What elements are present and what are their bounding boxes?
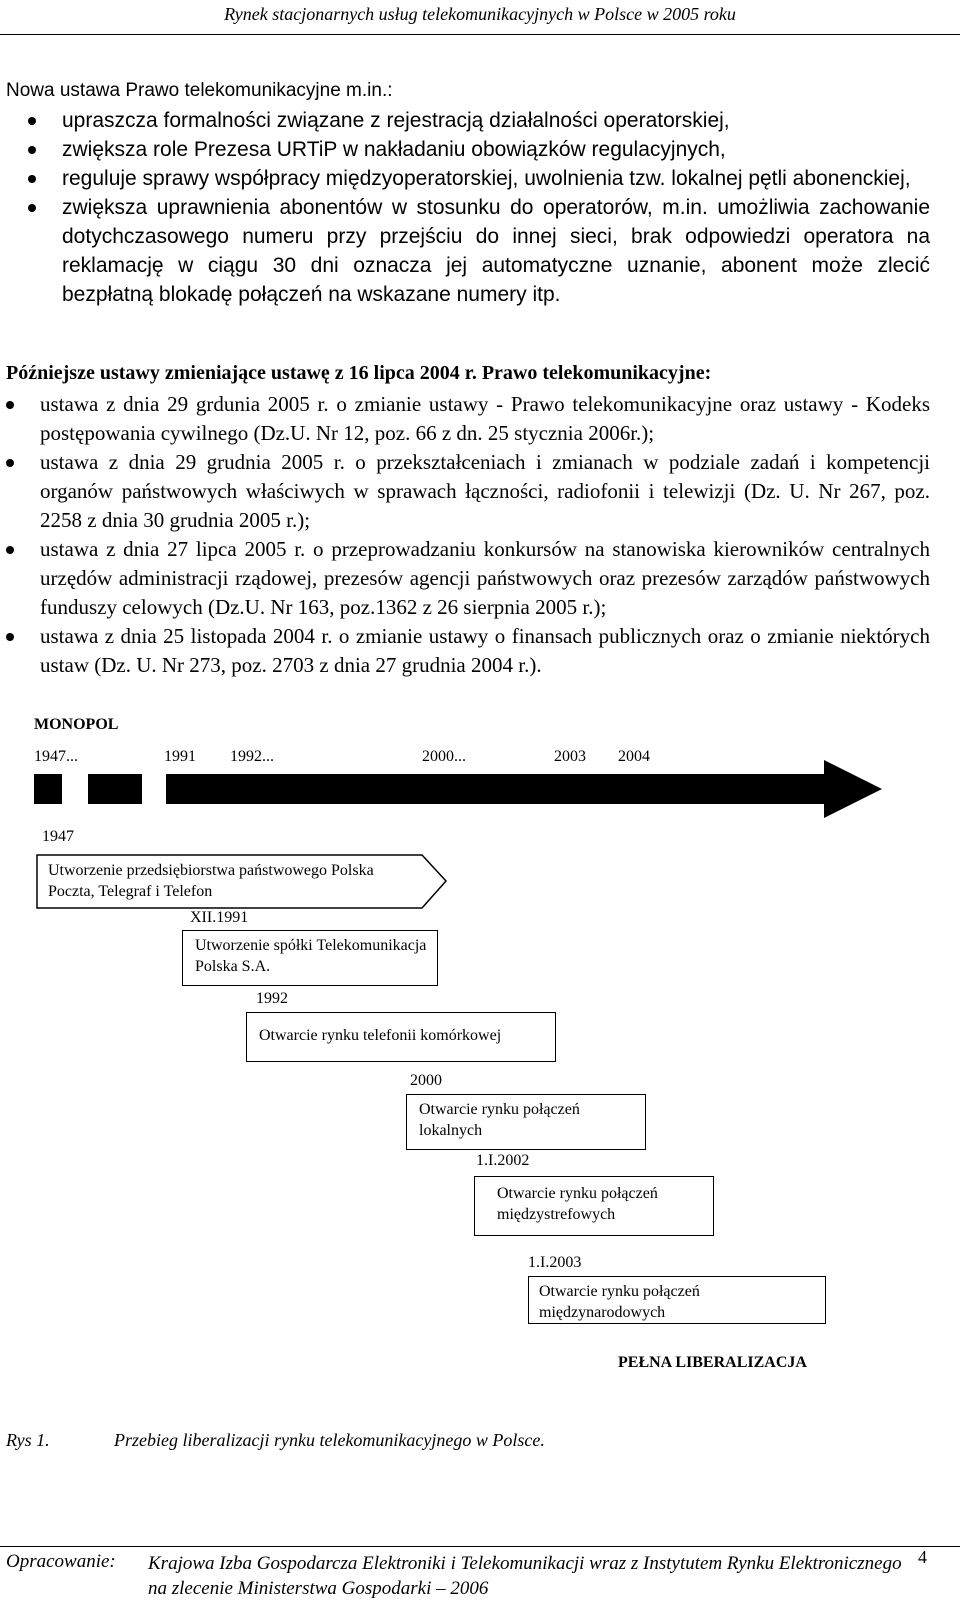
bullet-icon [28,146,36,154]
page-footer [0,1546,960,1618]
timeline-year: 1992... [230,748,274,765]
event-date: 1947 [42,828,74,845]
timeline-year: 1947... [34,748,78,765]
bullet-icon [28,204,36,212]
figure-label: Rys 1. [6,1430,50,1450]
list-item: zwiększa role Prezesa URTiP w nakładaniu obowiązków regulacyjnych, [6,135,930,164]
event-date: 2000 [410,1072,442,1089]
list-item: ustawa z dnia 29 grdunia 2005 r. o zmianie ustawy - Prawo telekomunikacyjne oraz ustawy - Kodeks postępowania cywilnego (Dz.U. Nr 12, poz. 66 z dn. 25 stycznia 2006r.); [6,390,930,448]
page-header: Rynek stacjonarnych usług telekomunikacyjnych w Polsce w 2005 roku [0,0,960,35]
footer-label: Opracowanie: [6,1551,116,1572]
bullet-icon [6,401,14,409]
timeline-segment [88,774,142,804]
bullet-icon [6,633,14,641]
event-date: 1992 [256,990,288,1007]
list-item: ustawa z dnia 27 lipca 2005 r. o przeprowadzaniu konkursów na stanowiska kierowników centralnych urzędów administracji rządowej, prezesów agencji państwowych oraz prezesów zarządów państwowych funduszy celowych (Dz.U. Nr 163, poz.1362 z 26 sierpnia 2005 r.); [6,535,930,622]
bullet-icon [28,175,36,183]
event-text: Otwarcie rynku telefonii komórkowej [259,1027,502,1044]
section-heading: Późniejsze ustawy zmieniające ustawę z 16 lipca 2004 r. Prawo telekomunikacyjne: [6,362,712,384]
timeline-bar [0,760,960,846]
timeline-segment [34,774,62,804]
event-text: Utworzenie spółki Telekomunikacja Polska S.A. [195,937,427,975]
timeline-year: 2003 [554,748,586,765]
timeline-year: 2004 [618,748,650,765]
list-item: ustawa z dnia 25 listopada 2004 r. o zmianie ustawy o finansach publicznych oraz o zmianie niektórych ustaw (Dz. U. Nr 273, poz. 2703 z dnia 27 grudnia 2004 r.). [6,622,930,680]
timeline-year: 2000... [422,748,466,765]
figure-caption: Przebieg liberalizacji rynku telekomunikacyjnego w Polsce. [114,1430,545,1450]
event-date: 1.I.2003 [528,1254,582,1271]
bullet-icon [6,459,14,467]
timeline-arrow-icon [166,760,882,818]
event-text: Utworzenie przedsiębiorstwa państwowego Polska Poczta, Telegraf i Telefon [48,862,374,900]
event-date: 1.I.2002 [476,1152,530,1169]
timeline-year: 1991 [164,748,196,765]
event-text: Otwarcie rynku połączeń międzynarodowych [539,1283,700,1321]
event-box [246,1012,556,1062]
list-item: upraszcza formalności związane z rejestracją działalności operatorskiej, [6,106,930,135]
list-item: ustawa z dnia 29 grudnia 2005 r. o przekształceniach i zmianach w podziale zadań i kompetencji organów państwowych właściwych w sprawach łączności, radiofonii i telewizji (Dz. U. Nr 267, poz. 2258 z dnia 30 grudnia 2005 r.); [6,448,930,535]
bullet-list-1 [6,106,930,309]
monopol-label: MONOPOL [34,716,119,733]
bullet-icon [28,117,36,125]
event-box [474,1176,714,1236]
footer-text: Krajowa Izba Gospodarcza Elektroniki i Telekomunikacji wraz z Instytutem Rynku Elektronicznego na zlecenie Ministerstwa Gospodarki – 2006 [148,1553,902,1599]
event-date: XII.1991 [190,909,249,926]
list-item: zwiększa uprawnienia abonentów w stosunku do operatorów, m.in. umożliwia zachowanie dotychczasowego numeru przy przejściu do innej sieci, brak odpowiedzi operatora na reklamację w ciągu 30 dni oznacza jej automatyczne uznanie, abonent może zlecić bezpłatną blokadę połączeń na wskazane numery itp. [6,193,930,309]
bullet-list-2 [6,390,930,680]
full-liberalization-label: PEŁNA LIBERALIZACJA [618,1354,807,1371]
event-text: Otwarcie rynku połączeń międzystrefowych [497,1185,658,1223]
page-number: 4 [918,1547,927,1567]
event-box [406,1094,646,1150]
bullet-icon [6,546,14,554]
event-text: Otwarcie rynku połączeń lokalnych [419,1101,580,1139]
intro-text: Nowa ustawa Prawo telekomunikacyjne m.in.: [6,80,393,101]
event-box [182,930,438,986]
event-box [528,1276,826,1324]
list-item: reguluje sprawy współpracy międzyoperatorskiej, uwolnienia tzw. lokalnej pętli abonenckiej, [6,164,930,193]
